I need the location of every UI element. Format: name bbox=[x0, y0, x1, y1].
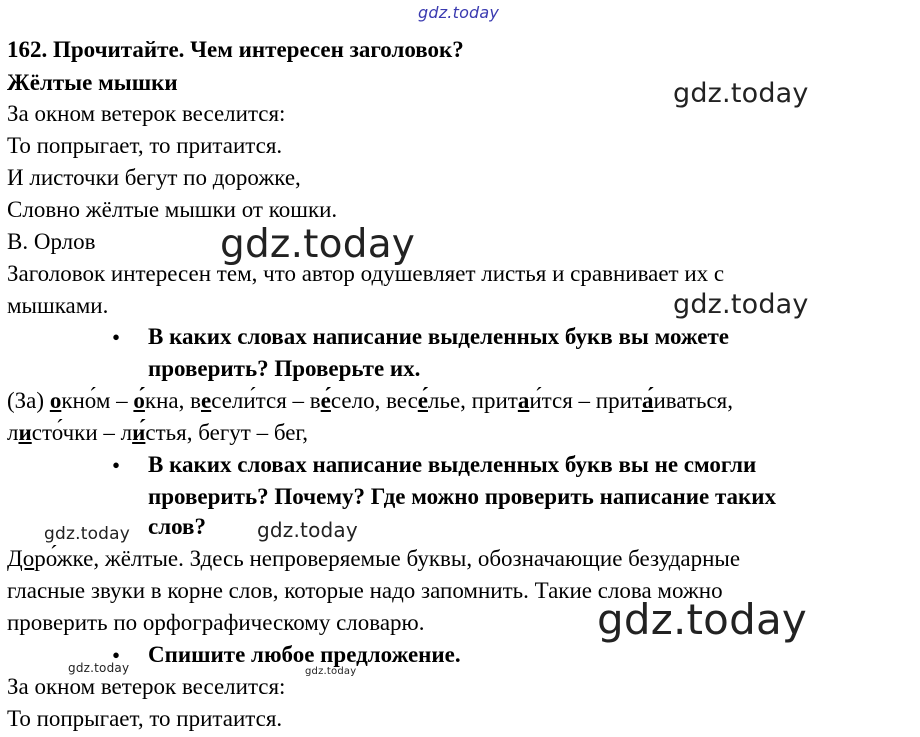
question-text: В каких словах написание выделенных букв вы можете bbox=[148, 324, 729, 349]
poem-title: Жёлтые мышки bbox=[7, 70, 178, 95]
question-text: В каких словах написание выделенных букв вы не смогли bbox=[148, 452, 757, 477]
watermark: gdz.today bbox=[44, 524, 131, 544]
highlighted-letter: а́ bbox=[641, 388, 654, 413]
answer-text: мышками. bbox=[7, 293, 109, 318]
question-text: Спишите любое предложение. bbox=[148, 642, 461, 667]
answer-line: листо́чки – ли́стья, бегут – бег, bbox=[7, 420, 309, 445]
watermark: gdz.today bbox=[673, 78, 809, 109]
highlighted-letter: о́ bbox=[133, 388, 145, 413]
copied-line: За окном ветерок веселится: bbox=[7, 674, 286, 699]
bullet: • bbox=[112, 643, 121, 668]
answer-text: Заголовок интересен тем, что автор одушевляет листья и сравнивает их с bbox=[7, 261, 725, 286]
copied-line: То попрыгает, то притаится. bbox=[7, 706, 283, 731]
question-text: проверить? Почему? Где можно проверить написание таких bbox=[148, 484, 777, 509]
answer-text: гласные звуки в корне слов, которые надо запомнить. Такие слова можно bbox=[7, 578, 723, 603]
answer-line: (За) окно́м – о́кна, весели́тся – ве́село, весе́лье, притаи́тся – прита́иваться, bbox=[7, 388, 734, 413]
watermark: gdz.today bbox=[68, 661, 130, 675]
watermark: gdz.today bbox=[673, 289, 809, 320]
poem-line: За окном ветерок веселится: bbox=[7, 101, 286, 126]
poem-line: И листочки бегут по дорожке, bbox=[7, 165, 301, 190]
question-text: проверить? Проверьте их. bbox=[148, 356, 421, 381]
watermark: gdz.today bbox=[220, 222, 416, 267]
watermark-top: gdz.today bbox=[418, 3, 500, 22]
poem-author: В. Орлов bbox=[7, 229, 96, 254]
highlighted-letter: и́ bbox=[132, 420, 146, 445]
highlighted-letter: е bbox=[200, 388, 212, 413]
bullet: • bbox=[112, 453, 121, 478]
poem-line: Словно жёлтые мышки от кошки. bbox=[7, 197, 338, 222]
watermark: gdz.today bbox=[257, 518, 358, 542]
question-text: слов? bbox=[148, 514, 206, 539]
watermark: gdz.today bbox=[597, 595, 807, 644]
watermark: gdz.today bbox=[305, 666, 357, 677]
bullet: • bbox=[112, 325, 121, 350]
task-heading: 162. Прочитайте. Чем интересен заголовок? bbox=[7, 37, 464, 62]
answer-text: проверить по орфографическому словарю. bbox=[7, 610, 425, 635]
highlighted-letter: е́ bbox=[417, 388, 428, 413]
answer-line: Доро́жке, жёлтые. Здесь непроверяемые буквы, обозначающие безударные bbox=[7, 546, 741, 571]
highlighted-letter: и bbox=[18, 420, 32, 445]
poem-line: То попрыгает, то притаится. bbox=[7, 133, 283, 158]
highlighted-letters: До bbox=[7, 546, 35, 571]
highlighted-letter: е́ bbox=[320, 388, 331, 413]
highlighted-letter: о bbox=[49, 388, 62, 413]
highlighted-letter: а bbox=[517, 388, 530, 413]
